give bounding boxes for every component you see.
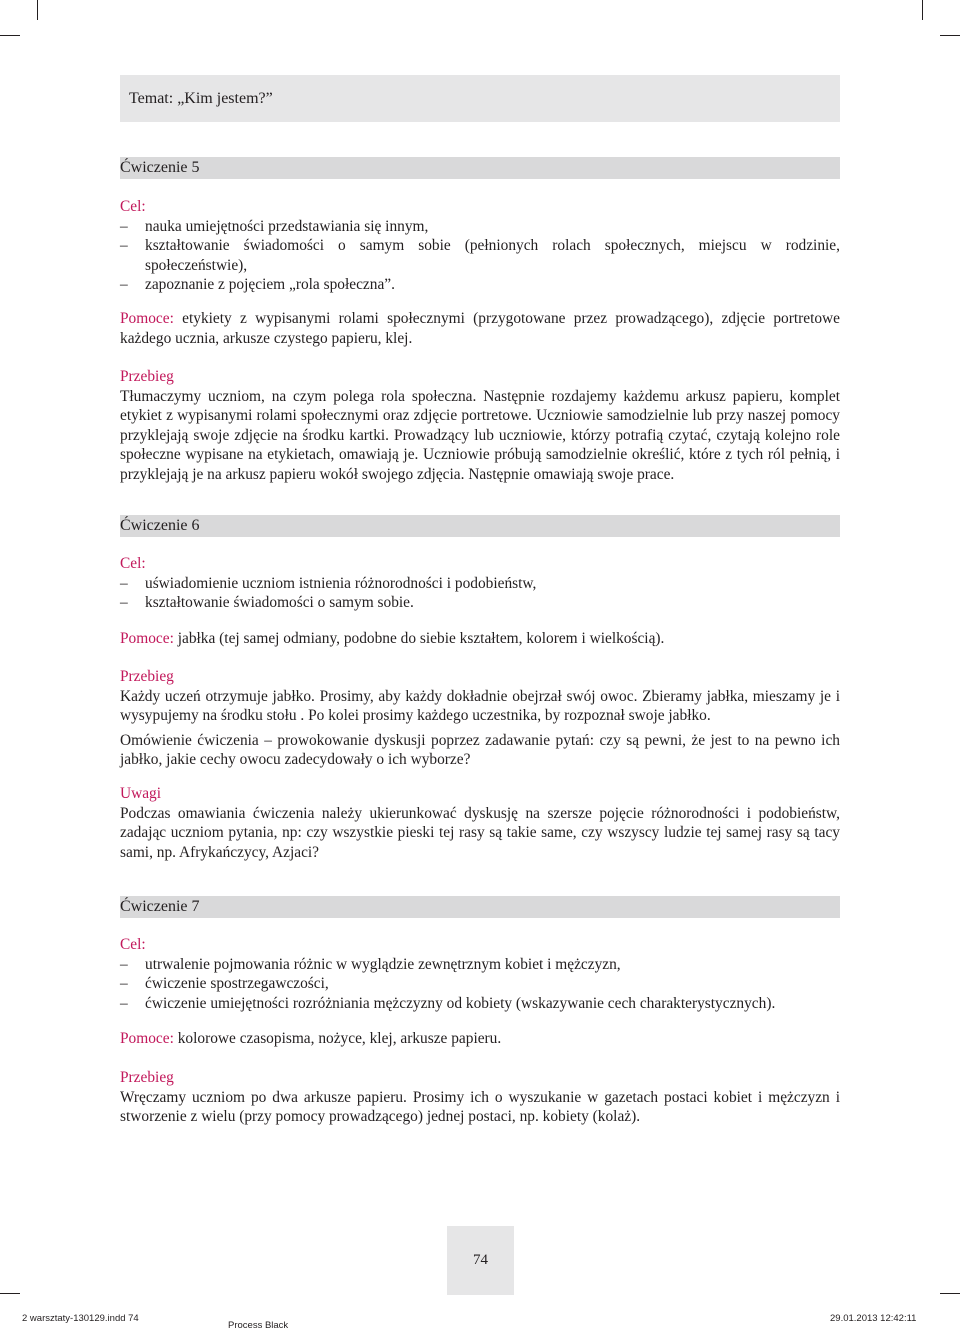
crop-mark <box>0 35 20 36</box>
goal-list <box>120 574 840 613</box>
aids-text: jabłka (tej samej odmiany, podobne do siebie kształtem, kolorem i wielkością). <box>173 630 665 647</box>
aids-label: Pomoce: <box>120 310 174 327</box>
slug-color: Process Black <box>228 1320 289 1331</box>
exercise-5-goals <box>120 197 840 295</box>
goal-list <box>120 217 840 295</box>
list-item: – kształtowanie świadomości o samym sobie. <box>120 594 414 612</box>
exercise-6-goals <box>120 554 840 613</box>
aids-label: Pomoce: <box>120 630 174 647</box>
course-label: Przebieg <box>120 668 174 685</box>
dash-marker: – <box>120 994 128 1012</box>
notes-label: Uwagi <box>120 785 162 802</box>
dash-marker: – <box>120 237 128 255</box>
crop-mark <box>0 1293 20 1294</box>
list-item: – utrwalenie pojmowania różnic w wyglądzie zewnętrznym kobiet i mężczyzn, <box>120 955 621 973</box>
dash-marker: – <box>120 276 128 294</box>
dash-marker: – <box>120 594 128 612</box>
slug-timestamp: 29.01.2013 12:42:11 <box>830 1313 917 1324</box>
topic-header: Temat: „Kim jestem?” <box>120 75 840 122</box>
crop-mark <box>922 0 923 20</box>
goal-label: Cel: <box>120 198 146 215</box>
exercise-7-title: Ćwiczenie 7 <box>120 896 840 918</box>
exercise-6-title: Ćwiczenie 6 <box>120 515 840 537</box>
exercise-5-title: Ćwiczenie 5 <box>120 157 840 179</box>
exercise-7-course <box>120 1068 840 1127</box>
discussion-text: Omówienie ćwiczenia – prowokowanie dyskusji poprzez zadawanie pytań: czy są pewni, że jest to na pewno ich jabłko, jakie cechy owocu zadecydowały o ich wyborze? <box>120 731 840 769</box>
list-item: – uświadomienie uczniom istnienia różnorodności i podobieństw, <box>120 574 537 592</box>
course-label: Przebieg <box>120 1069 174 1086</box>
course-text: Każdy uczeń otrzymuje jabłko. Prosimy, aby każdy dokładnie obejrzał swój owoc. Zbieramy jabłka, mieszamy je i wysypujemy na środku stołu . Po kolei prosimy każdego uczestnika, by rozpoznał swoje jabłko. <box>120 687 840 725</box>
slug-filename: 2 warsztaty-130129.indd 74 <box>22 1313 139 1324</box>
crop-mark <box>37 0 38 20</box>
goal-list <box>120 955 840 1014</box>
course-label: Przebieg <box>120 368 174 385</box>
list-item: – ćwiczenie spostrzegawczości, <box>120 975 329 993</box>
goal-label: Cel: <box>120 555 146 572</box>
exercise-6-aids <box>120 629 840 649</box>
crop-mark <box>940 35 960 36</box>
exercise-7-aids <box>120 1029 840 1049</box>
list-item: – kształtowanie świadomości o samym sobie (pełnionych rolach społecznych, miejscu w rodzinie, społeczeństwie), <box>120 237 840 274</box>
exercise-5-aids <box>120 309 840 348</box>
notes-text: Podczas omawiania ćwiczenia należy ukierunkować dyskusję na szersze pojęcie różnorodności i podobieństw, zadając uczniom pytania, np: czy wszystkie pieski tej rasy są takie same, czy wszyscy ludzie tej samej rasy są tacy sami, np. Afrykańczycy, Azjaci? <box>120 804 840 861</box>
dash-marker: – <box>120 574 128 592</box>
goal-label: Cel: <box>120 936 146 953</box>
list-item: – zapoznanie z pojęciem „rola społeczna”. <box>120 276 395 294</box>
course-text: Wręczamy uczniom po dwa arkusze papieru. Prosimy ich o wyszukanie w gazetach postaci kobiet i mężczyzn i stworzenie z wielu (przy pomocy prowadzącego) jednej postaci, np. kobiety (kolaż). <box>120 1088 840 1126</box>
aids-label: Pomoce: <box>120 1030 174 1047</box>
exercise-6-course <box>120 667 840 770</box>
exercise-7-goals <box>120 935 840 1013</box>
crop-mark <box>940 1293 960 1294</box>
course-text: Tłumaczymy uczniom, na czym polega rola społeczna. Następnie rozdajemy każdemu arkusz papieru, komplet etykiet z wypisanymi rolami społecznymi oraz zdjęcie portretowe. Uczniowie samodzielnie lub przy naszej pomocy przyklejają swoje zdjęcie na środku kartki. Prowadzący lub uczniowie, którzy potrafią czytać, czytają kolejno role społeczne wypisane na etykietach, omawiają je. Uczniowie próbują samodzielnie określić, które z tych ról pełnią, i przyklejają je na arkusz papieru wokół swojego zdjęcia. Następnie omawiają swoje prace. <box>120 387 840 483</box>
dash-marker: – <box>120 975 128 993</box>
exercise-5-course <box>120 367 840 485</box>
list-item: – nauka umiejętności przedstawiania się innym, <box>120 217 429 235</box>
aids-text: etykiety z wypisanymi rolami społecznymi (przygotowane przez prowadzącego), zdjęcie portretowe każdego ucznia, arkusze czystego papieru, klej. <box>120 310 840 347</box>
page-number: 74 <box>447 1226 514 1295</box>
dash-marker: – <box>120 955 128 973</box>
list-item: – ćwiczenie umiejętności rozróżniania mężczyzny od kobiety (wskazywanie cech charakterystycznych). <box>120 994 776 1012</box>
dash-marker: – <box>120 217 128 235</box>
exercise-6-notes <box>120 784 840 862</box>
aids-text: kolorowe czasopisma, nożyce, klej, arkusze papieru. <box>173 1030 502 1047</box>
